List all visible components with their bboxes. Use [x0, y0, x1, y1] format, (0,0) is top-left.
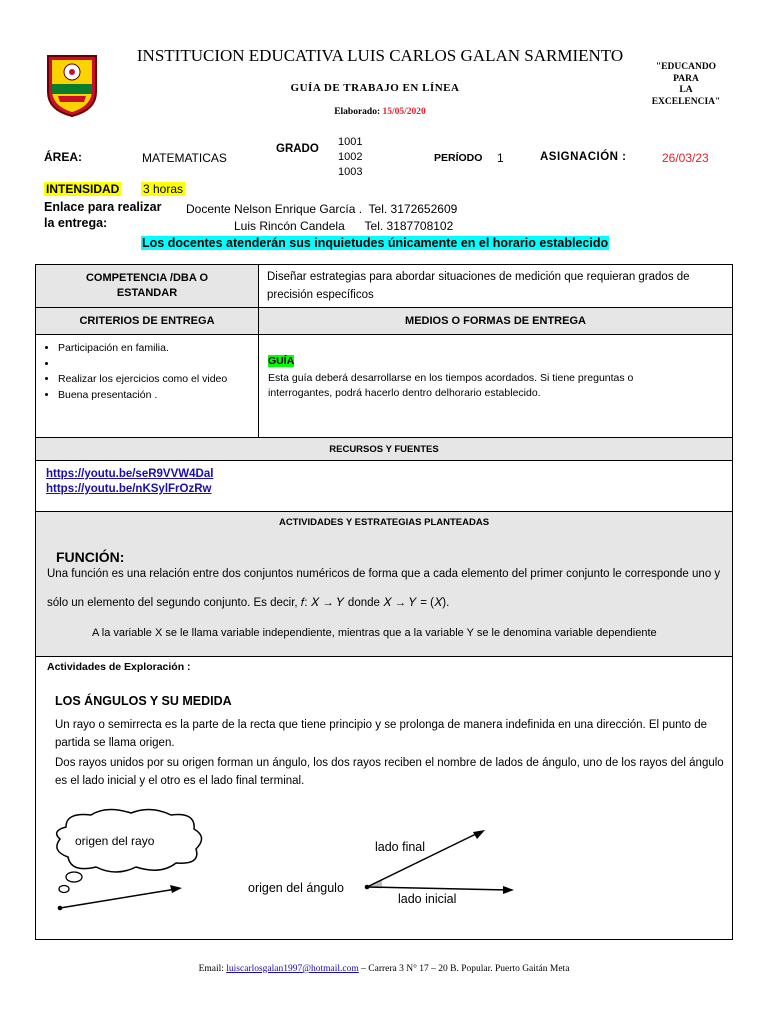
- activities-header: ACTIVIDADES Y ESTRATEGIAS PLANTEADAS: [278, 517, 490, 528]
- media-header: MEDIOS O FORMAS DE ENTREGA: [405, 315, 586, 327]
- guide-tag: GUÍA: [268, 355, 295, 367]
- function-title: FUNCIÓN:: [56, 549, 125, 565]
- motto: [638, 62, 734, 108]
- initial-side-label: lado inicial: [398, 892, 457, 906]
- criteria-content-cell: [35, 334, 259, 438]
- prepared-date: 15/05/2020: [382, 107, 426, 117]
- resource-link[interactable]: https://youtu.be/seR9VVW4Dal: [46, 468, 214, 480]
- grade-label: GRADO: [276, 143, 319, 155]
- assignment-label: ASIGNACIÓN :: [540, 151, 627, 163]
- motto-line: EXCELENCIA": [651, 96, 721, 107]
- prepared-line: [280, 107, 480, 117]
- prepared-label: Elaborado:: [334, 107, 381, 117]
- guide-title: GUÍA DE TRABAJO EN LÍNEA: [290, 82, 460, 94]
- angle-diagram: [346, 817, 546, 897]
- function-text-2: sólo un elemento del segundo conjunto. Es decir, 𝑓: 𝑋 → 𝑌 donde 𝑋 → 𝑌 = (𝑋).: [47, 597, 450, 609]
- resources-content-cell: [35, 460, 733, 512]
- grade-list: [338, 135, 362, 180]
- exploration-cell: [35, 656, 733, 940]
- criteria-list: [36, 341, 258, 403]
- media-content-cell: [258, 334, 733, 438]
- footer-email-link[interactable]: luiscarlosgalan1997@hotmail.com: [226, 964, 359, 974]
- vertex-label: origen del ángulo: [248, 881, 344, 895]
- ray-line: [60, 889, 176, 908]
- period-label: PERÍODO: [434, 152, 483, 164]
- angle-vertex: [365, 885, 370, 890]
- criteria-header-cell: [35, 307, 259, 335]
- cloud-bubble: [66, 872, 82, 882]
- final-side-label: lado final: [375, 840, 426, 854]
- grade-item: 1001: [338, 136, 363, 148]
- criteria-item: [58, 357, 258, 373]
- institution-name: INSTITUCION EDUCATIVA LUIS CARLOS GALAN SARMIENTO: [136, 46, 624, 65]
- delivery-link-label-line: Enlace para realizar: [44, 200, 162, 214]
- footer-address: – Carrera 3 N° 17 – 20 B. Popular. Puerto Gaitán Meta: [358, 964, 570, 974]
- intensity-label: INTENSIDAD: [46, 182, 120, 196]
- area-label: ÁREA:: [44, 150, 82, 164]
- cloud-label: origen del rayo: [75, 834, 155, 848]
- initial-side-ray: [367, 887, 508, 890]
- angle-definition: Dos rayos unidos por su origen forman un ángulo, los dos rayos reciben el nombre de lados de ángulo, uno de los rayos del ángulo es el lado inicial y el otro es el lado final terminal.: [55, 757, 724, 787]
- motto-line: PARA: [673, 73, 699, 84]
- criteria-header: CRITERIOS DE ENTREGA: [79, 315, 215, 327]
- initial-side-arrowhead: [503, 886, 514, 894]
- media-header-cell: [258, 307, 733, 335]
- delivery-link-label-line: la entrega:: [44, 216, 108, 230]
- period-value: 1: [497, 151, 504, 165]
- ray-definition: Un rayo o semirrecta es la parte de la recta que tiene principio y se prolonga de manera indefinida en una dirección. El punto de partida se llama origen.: [55, 719, 708, 749]
- resources-header: RECURSOS Y FUENTES: [329, 444, 439, 455]
- competence-text-cell: [258, 264, 733, 308]
- resources-header-cell: [35, 437, 733, 461]
- assignment-date: 26/03/23: [662, 151, 709, 165]
- ray-origin-diagram: [36, 807, 236, 917]
- office-hours-notice: Los docentes atenderán sus inquietudes únicamente en el horario establecido: [142, 236, 609, 250]
- footer: [0, 964, 768, 974]
- ray-arrowhead: [170, 885, 182, 893]
- teacher-contact-1: Docente Nelson Enrique García . Tel. 3172652609: [186, 202, 458, 216]
- teacher-contact-2: Luis Rincón Candela Tel. 3187708102: [234, 219, 454, 233]
- exploration-label: Actividades de Exploración :: [47, 661, 191, 673]
- grade-item: 1002: [338, 151, 363, 163]
- cloud-bubble: [59, 886, 69, 893]
- competence-label-cell: [35, 264, 259, 308]
- criteria-item: • Buena presentación .: [58, 388, 258, 404]
- motto-line: LA: [679, 85, 693, 95]
- competence-text: Diseñar estrategias para abordar situaciones de medición que requieran grados de precisión específicos: [267, 271, 690, 301]
- criteria-item: • Participación en familia.: [58, 341, 258, 357]
- function-text-1: Una función es una relación entre dos conjuntos numéricos de forma que a cada elemento del primer conjunto le corresponde uno y: [47, 568, 721, 580]
- function-text-3: A la variable X se le llama variable independiente, mientras que a la variable Y se le denomina variable dependiente: [92, 627, 657, 639]
- motto-line: "EDUCANDO: [655, 62, 717, 72]
- school-shield-logo: [44, 52, 100, 118]
- media-text: Esta guía deberá desarrollarse en los tiempos acordados. Si tiene preguntas o interrogantes, podrá hacerlo dentro delhorario establecido.: [268, 372, 634, 399]
- activities-cell: [35, 511, 733, 657]
- delivery-link-label: [44, 199, 161, 231]
- criteria-item: • Realizar los ejercicios como el video: [58, 372, 258, 388]
- footer-email-label: Email:: [198, 964, 224, 974]
- final-side-arrowhead: [473, 830, 485, 839]
- competence-label: COMPETENCIA /DBA O ESTANDAR: [85, 272, 209, 299]
- resource-link[interactable]: https://youtu.be/nKSylFrOzRw: [46, 483, 212, 495]
- grade-item: 1003: [338, 166, 363, 178]
- angles-title: LOS ÁNGULOS Y SU MEDIDA: [55, 694, 232, 708]
- intensity-value: 3 horas: [143, 182, 184, 196]
- area-value: MATEMATICAS: [142, 151, 227, 165]
